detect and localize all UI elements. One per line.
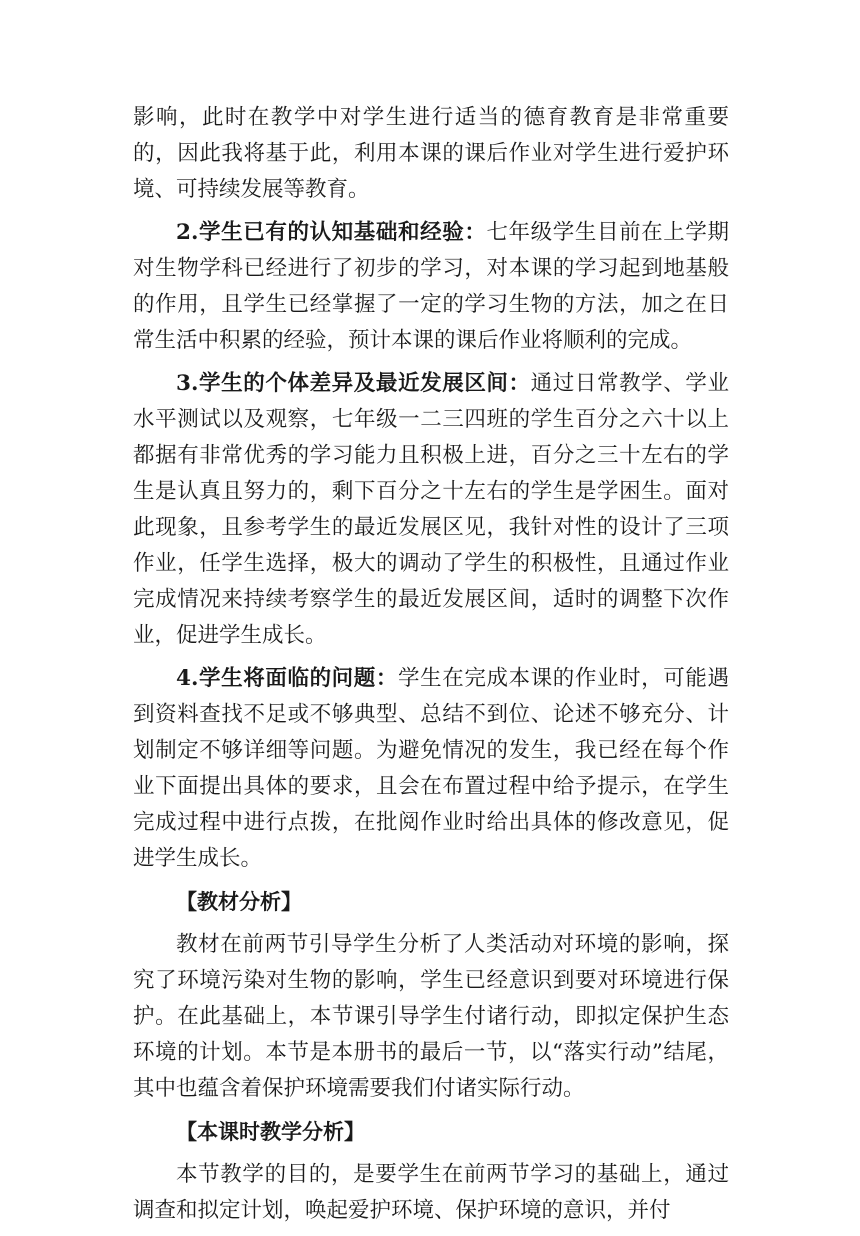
paragraph-anticipated-problems [133, 661, 729, 877]
paragraph-text: 通过日常教学、学业水平测试以及观察，七年级一二三四班的学生百分之六十以上都据有非常优秀的学习能力且积极上进，百分之三十左右的学生是认真且努力的，剩下百分之十左右的学生是学困生。面对此现象，且参考学生的最近发展区见，我针对性的设计了三项作业，任学生选择，极大的调动了学生的积极性，且通过作业完成情况来持续考察学生的最近发展区间，适时的调整下次作业，促进学生成长。 [133, 371, 729, 648]
paragraph-textbook-analysis [133, 927, 729, 1107]
section-heading-lesson-analysis: 【本课时教学分析】 [176, 1120, 365, 1144]
paragraph-label: 3.学生的个体差异及最近发展区间： [176, 371, 531, 396]
paragraph-lesson-analysis [133, 1157, 729, 1229]
paragraph-text: 学生在完成本课的作业时，可能遇到资料查找不足或不够典型、总结不到位、论述不够充分、计划制定不够详细等问题。为避免情况的发生，我已经在每个作业下面提出具体的要求，且会在布置过程中给予提示，在学生完成过程中进行点拨，在批阅作业时给出具体的修改意见，促进学生成长。 [133, 666, 729, 871]
section-heading-textbook-analysis: 【教材分析】 [176, 890, 302, 914]
paragraph-text: 本节教学的目的，是要学生在前两节学习的基础上，通过调查和拟定计划，唤起爱护环境、保护环境的意识，并付 [133, 1162, 729, 1223]
paragraph-label: 2.学生已有的认知基础和经验： [176, 220, 487, 245]
paragraph-individual-differences [133, 366, 729, 654]
paragraph-prior-knowledge [133, 215, 729, 359]
paragraph-moral-education [133, 100, 729, 208]
paragraph-text: 七年级学生目前在上学期对生物学科已经进行了初步的学习，对本课的学习起到地基般的作用，且学生已经掌握了一定的学习生物的方法，加之在日常生活中积累的经验，预计本课的课后作业将顺利的完成。 [133, 220, 729, 353]
paragraph-label: 4.学生将面临的问题： [176, 666, 399, 691]
document-page [133, 100, 729, 1236]
paragraph-text: 教材在前两节引导学生分析了人类活动对环境的影响，探究了环境污染对生物的影响，学生已经意识到要对环境进行保护。在此基础上，本节课引导学生付诸行动，即拟定保护生态环境的计划。本节是本册书的最后一节，以“落实行动”结尾，其中也蕴含着保护环境需要我们付诸实际行动。 [133, 932, 729, 1101]
paragraph-text: 影响，此时在教学中对学生进行适当的德育教育是非常重要的，因此我将基于此，利用本课的课后作业对学生进行爱护环境、可持续发展等教育。 [133, 105, 729, 202]
